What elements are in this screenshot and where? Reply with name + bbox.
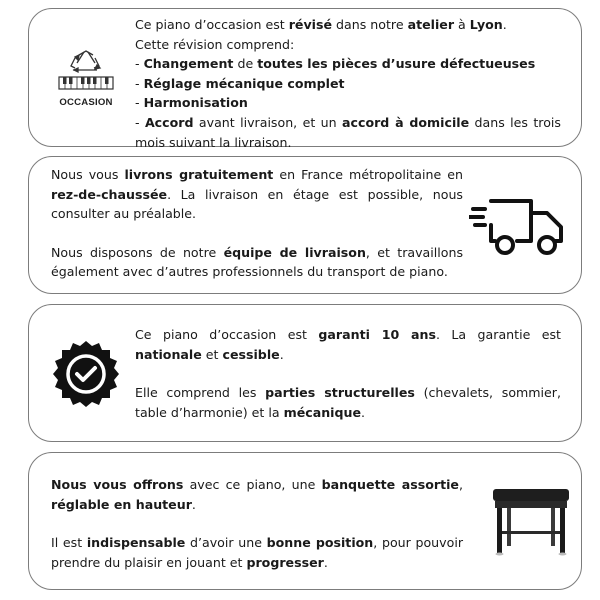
text-run: .	[191, 496, 196, 512]
text-run: , pour pouvoir prendre du plaisir en jouant et	[51, 535, 463, 570]
text-run: Nous vous	[51, 167, 125, 182]
text-paragraph	[51, 243, 463, 282]
delivery-truck-icon	[469, 195, 569, 259]
text-run: -	[135, 56, 144, 72]
text-run: avec ce piano, une	[183, 477, 322, 492]
warranty-card	[28, 304, 582, 442]
bold-text: mécanique	[283, 404, 362, 420]
text-run: (chevalets, sommier, table d’harmonie) et la	[135, 385, 561, 420]
text-run: .	[279, 346, 284, 362]
text-line	[135, 93, 561, 113]
bench-card	[28, 452, 582, 590]
recycle-piano-occasion-icon	[51, 49, 121, 111]
text-line	[135, 74, 561, 94]
bold-text: bonne position	[266, 535, 374, 551]
text-run: -	[135, 75, 144, 91]
text-run: de	[233, 56, 258, 72]
warranty-badge-check-icon	[51, 339, 121, 409]
text-line	[135, 15, 561, 35]
bold-text: Réglage mécanique complet	[143, 75, 345, 91]
text-line	[135, 35, 561, 55]
bold-text: indispensable	[86, 535, 186, 551]
bold-text: réglable en hauteur	[51, 496, 192, 512]
text-run: Ce piano d’occasion est	[135, 17, 289, 32]
bold-text: rez-de-chaussée	[51, 186, 168, 202]
bold-text: Changement	[143, 56, 234, 72]
delivery-card	[28, 156, 582, 294]
text-run: Nous disposons de notre	[51, 244, 224, 260]
revision-card	[28, 8, 582, 150]
text-run: -	[135, 114, 145, 130]
text-paragraph	[51, 165, 463, 224]
bench-text	[51, 475, 463, 572]
text-run: Elle comprend les	[135, 385, 266, 401]
text-run: . La garantie est	[435, 327, 561, 342]
bold-text: nationale	[135, 346, 202, 362]
delivery-text	[51, 165, 463, 282]
text-run: et	[201, 346, 223, 362]
text-run: -	[135, 95, 144, 111]
text-run: d’avoir une	[185, 535, 267, 551]
text-run: ,	[458, 477, 463, 492]
bold-text: toutes les pièces d’usure défectueuses	[257, 56, 536, 72]
text-paragraph	[51, 475, 463, 514]
text-run: dans les trois mois suivant la livraison.	[135, 114, 561, 150]
bold-text: banquette assortie	[321, 477, 459, 492]
text-paragraph	[135, 325, 561, 364]
bold-text: Harmonisation	[143, 95, 248, 111]
text-run: Ce piano d’occasion est	[135, 327, 319, 342]
text-run: .	[502, 17, 507, 32]
bold-text: Accord	[144, 114, 194, 130]
text-run: avant livraison, et un	[193, 114, 343, 130]
bold-text: garanti 10 ans	[318, 327, 436, 342]
bold-text: progresser	[246, 554, 324, 570]
text-run: Cette révision comprend:	[135, 36, 295, 52]
bold-text: Nous vous offrons	[51, 477, 184, 492]
text-paragraph	[135, 383, 561, 422]
text-line	[135, 54, 561, 74]
text-paragraph	[51, 533, 463, 572]
text-run: .	[323, 554, 328, 570]
text-run: , et travaillons également avec d’autres professionnels du transport de piano.	[51, 244, 464, 280]
piano-bench-icon	[489, 487, 573, 557]
revision-text	[135, 15, 561, 152]
bold-text: atelier	[407, 17, 455, 32]
warranty-text	[135, 325, 561, 422]
bold-text: révisé	[288, 17, 333, 32]
bold-text: livrons gratuitement	[124, 167, 274, 182]
text-run: en France métropolitaine en	[273, 167, 463, 182]
bold-text: équipe de livraison	[223, 244, 366, 260]
text-run: Il est	[51, 535, 87, 551]
text-run: à	[454, 17, 470, 32]
bold-text: Lyon	[469, 17, 503, 32]
bold-text: parties structurelles	[265, 385, 415, 401]
bold-text: cessible	[222, 346, 280, 362]
text-line	[135, 113, 561, 152]
text-run: dans notre	[332, 17, 408, 32]
text-run: . La livraison en étage est possible, nous consulter au préalable.	[51, 186, 463, 222]
occasion-label: OCCASION	[59, 97, 113, 108]
text-run: .	[361, 404, 366, 420]
bold-text: accord à domicile	[342, 114, 470, 130]
